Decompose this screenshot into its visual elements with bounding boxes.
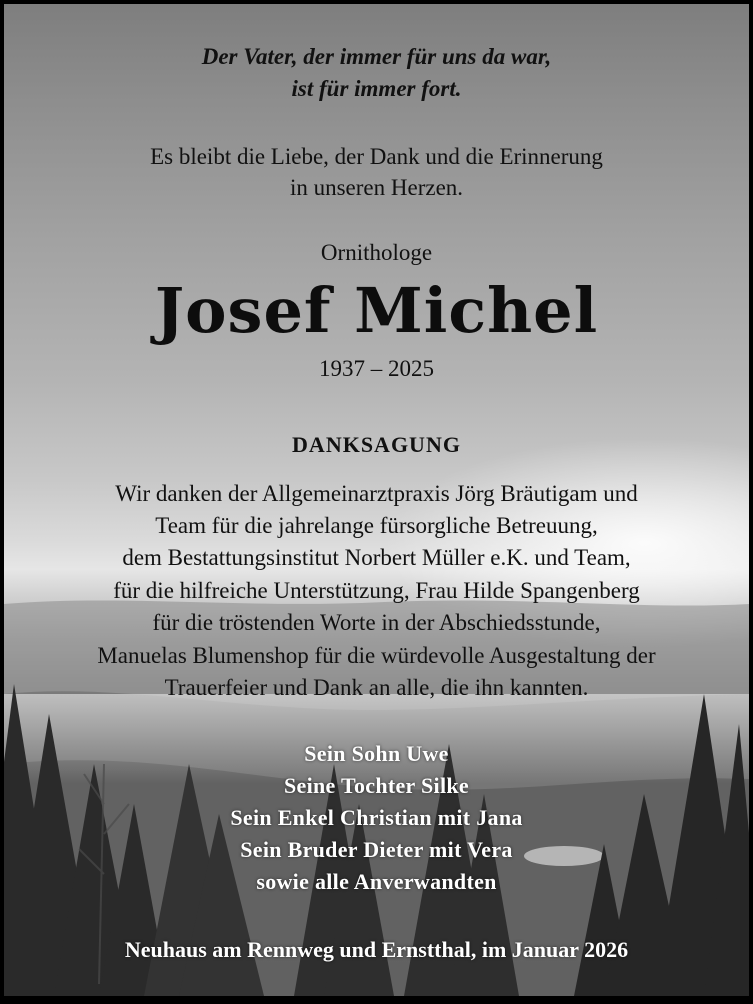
- thanks-heading: DANKSAGUNG: [292, 432, 461, 457]
- motto-line: ist für immer fort.: [291, 76, 462, 101]
- deceased-name: Josef Michel: [154, 274, 599, 347]
- mourner-line: Seine Tochter Silke: [284, 773, 469, 798]
- place-and-date: Neuhaus am Rennweg und Ernstthal, im Januar 2026: [124, 937, 629, 962]
- quote-line: in unseren Herzen.: [289, 175, 464, 200]
- mourner-line: Sein Bruder Dieter mit Vera: [240, 837, 513, 862]
- mourner-line: Sein Enkel Christian mit Jana: [230, 805, 523, 830]
- life-years: 1937 – 2025: [319, 356, 434, 381]
- motto-line: Der Vater, der immer für uns da war,: [201, 44, 552, 69]
- thanks-line: Wir danken der Allgemeinarztpraxis Jörg Bräutigam und: [115, 481, 638, 506]
- thanks-line: Team für die jahrelange fürsorgliche Betreuung,: [155, 513, 598, 538]
- thanks-line: für die tröstenden Worte in der Abschiedsstunde,: [152, 610, 601, 635]
- mourner-line: sowie alle Anverwandten: [256, 869, 497, 894]
- quote-line: Es bleibt die Liebe, der Dank und die Erinnerung: [150, 144, 603, 169]
- obituary-text: [4, 4, 749, 996]
- thanks-line: Manuelas Blumenshop für die würdevolle Ausgestaltung der: [97, 643, 656, 668]
- mourner-line: Sein Sohn Uwe: [304, 741, 449, 766]
- thanks-line: für die hilfreiche Unterstützung, Frau Hilde Spangenberg: [113, 578, 640, 603]
- profession: Ornithologe: [320, 240, 433, 265]
- obituary-card: [4, 4, 749, 996]
- thanks-line: Trauerfeier und Dank an alle, die ihn kannten.: [164, 675, 589, 700]
- thanks-line: dem Bestattungsinstitut Norbert Müller e.K. und Team,: [122, 545, 631, 570]
